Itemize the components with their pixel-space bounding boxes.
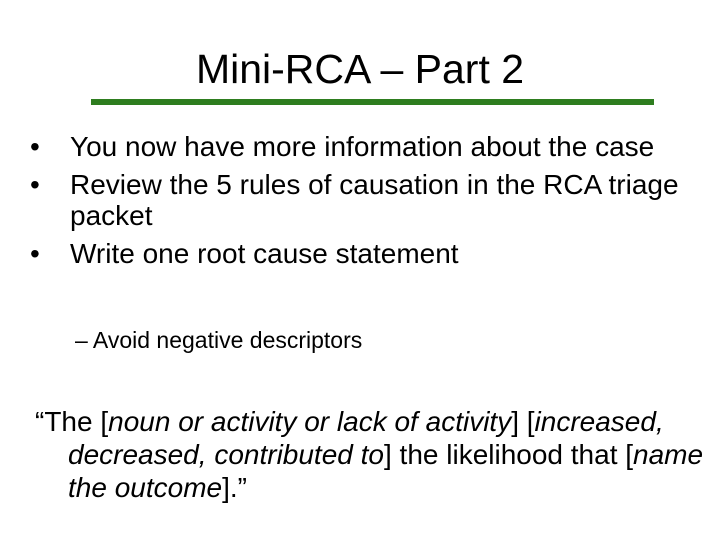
- bullet-text: You now have more information about the case: [70, 131, 655, 162]
- quote-placeholder-outcome: name the outcome: [68, 439, 704, 503]
- quote-close: ].”: [222, 472, 247, 503]
- quote-placeholder-noun: noun or activity or lack of activity: [108, 406, 512, 437]
- bullet-marker: •: [30, 131, 40, 162]
- quote-mid-1: ] [: [511, 406, 535, 437]
- root-cause-template: [35, 405, 720, 504]
- bullet-list: [30, 131, 710, 276]
- sub-bullet-marker: –: [75, 327, 88, 353]
- bullet-marker: •: [30, 238, 40, 269]
- bullet-item: [30, 238, 710, 269]
- sub-bullet-text: Avoid negative descriptors: [92, 327, 363, 353]
- bullet-item: [30, 169, 710, 231]
- title-underline: [91, 99, 654, 105]
- quote-mid-2: ] the likelihood that [: [383, 439, 634, 470]
- slide-title: Mini-RCA – Part 2: [195, 46, 525, 92]
- sub-bullet-item: [75, 326, 362, 354]
- quote-placeholder-verb: increased, decreased, contributed to: [68, 406, 664, 470]
- bullet-item: [30, 131, 710, 162]
- quote-open: “The [: [35, 406, 109, 437]
- bullet-marker: •: [30, 169, 40, 200]
- bullet-text: Write one root cause statement: [70, 238, 459, 269]
- bullet-text: Review the 5 rules of causation in the RCA triage packet: [70, 169, 679, 231]
